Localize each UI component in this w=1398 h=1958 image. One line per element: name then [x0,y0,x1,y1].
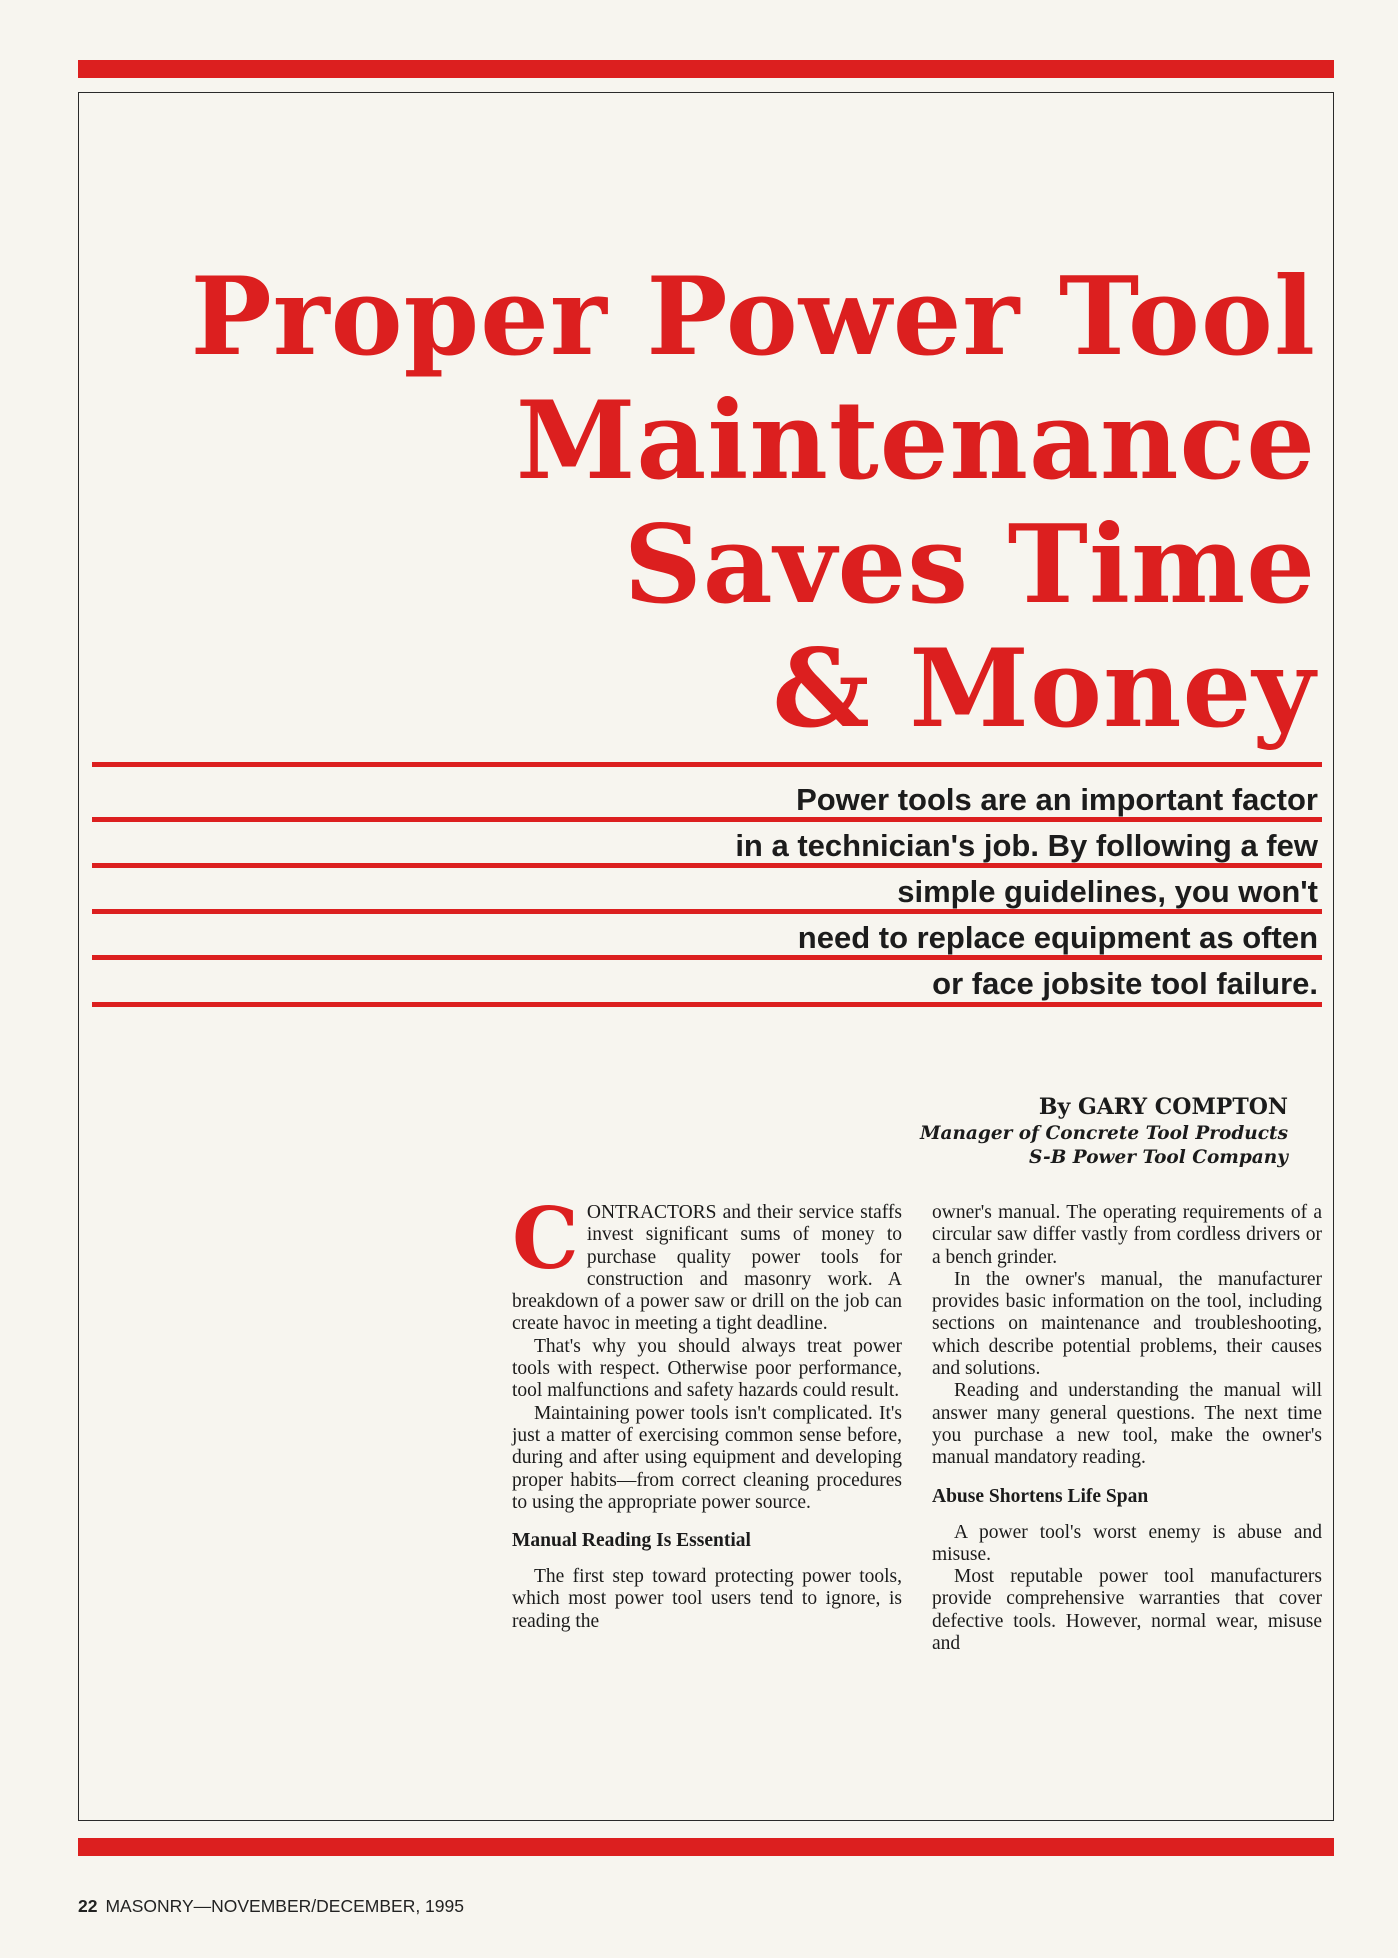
page-number: 22 [78,1896,98,1916]
deck-rule [92,817,1322,822]
author-name: By GARY COMPTON [1038,1094,1288,1120]
deck-rule [92,863,1322,868]
deck-rule [92,909,1322,914]
bottom-red-rule [78,1838,1334,1856]
deck-line: or face jobsite tool failure. [932,966,1318,1001]
byline [920,1092,1288,1170]
publication-line: MASONRY—NOVEMBER/DECEMBER, 1995 [105,1896,464,1916]
top-red-rule [78,60,1334,78]
paragraph: In the owner's manual, the manufacturer provides basic information on the tool, including sections on maintenance and troubleshooting, which describe potential problems, their causes and solutions. [932,1268,1322,1380]
article-column-right [932,1202,1322,1655]
deck-rule [92,1002,1322,1007]
headline-line: Proper Power Tool [190,254,1316,380]
paragraph: Most reputable power tool manufacturers provide comprehensive warranties that cover defective tools. However, normal wear, misuse and [932,1566,1322,1655]
paragraph: owner's manual. The operating requirements of a circular saw differ vastly from cordless drivers or a bench grinder. [932,1202,1322,1268]
deck-line: Power tools are an important factor [796,782,1318,817]
headline-line: Maintenance [515,378,1316,504]
deck-rule [92,762,1322,767]
paragraph: That's why you should always treat power tools with respect. Otherwise poor performance, tool malfunctions and safety hazards could result. [512,1335,902,1402]
paragraph: CONTRACTORS and their service staffs invest significant sums of money to purchase quality power tools for construction and masonry work. A breakdown of a power saw or drill on the job can create havoc in meeting a tight deadline. [512,1189,902,1335]
author-title: Manager of Concrete Tool Products [920,1123,1288,1144]
author-company: S-B Power Tool Company [1029,1147,1288,1168]
drop-cap: C [512,1189,579,1288]
headline-line: Saves Time [623,502,1316,628]
paragraph: The first step toward protecting power tools, which most power tool users tend to ignore, is reading the [512,1566,902,1632]
paragraph: Reading and understanding the manual will answer many general questions. The next time you purchase a new tool, make the owner's manual mandatory reading. [932,1380,1322,1469]
deck-line: simple guidelines, you won't [897,874,1318,909]
headline-line: & Money [772,626,1316,752]
deck-line: need to replace equipment as often [797,920,1318,955]
paragraph: A power tool's worst enemy is abuse and misuse. [932,1521,1322,1565]
deck-line: in a technician's job. By following a few [735,828,1318,863]
headline [191,255,1316,751]
page-footer [78,1896,464,1917]
subheading: Manual Reading Is Essential [512,1530,751,1552]
deck-rule [92,955,1322,960]
article-column-left [512,1189,902,1633]
subheading: Abuse Shortens Life Span [932,1485,1149,1507]
paragraph: Maintaining power tools isn't complicated. It's just a matter of exercising common sense before, during and after using equipment and developing proper habits—from correct cleaning procedures to using the appropriate power source. [512,1402,902,1513]
